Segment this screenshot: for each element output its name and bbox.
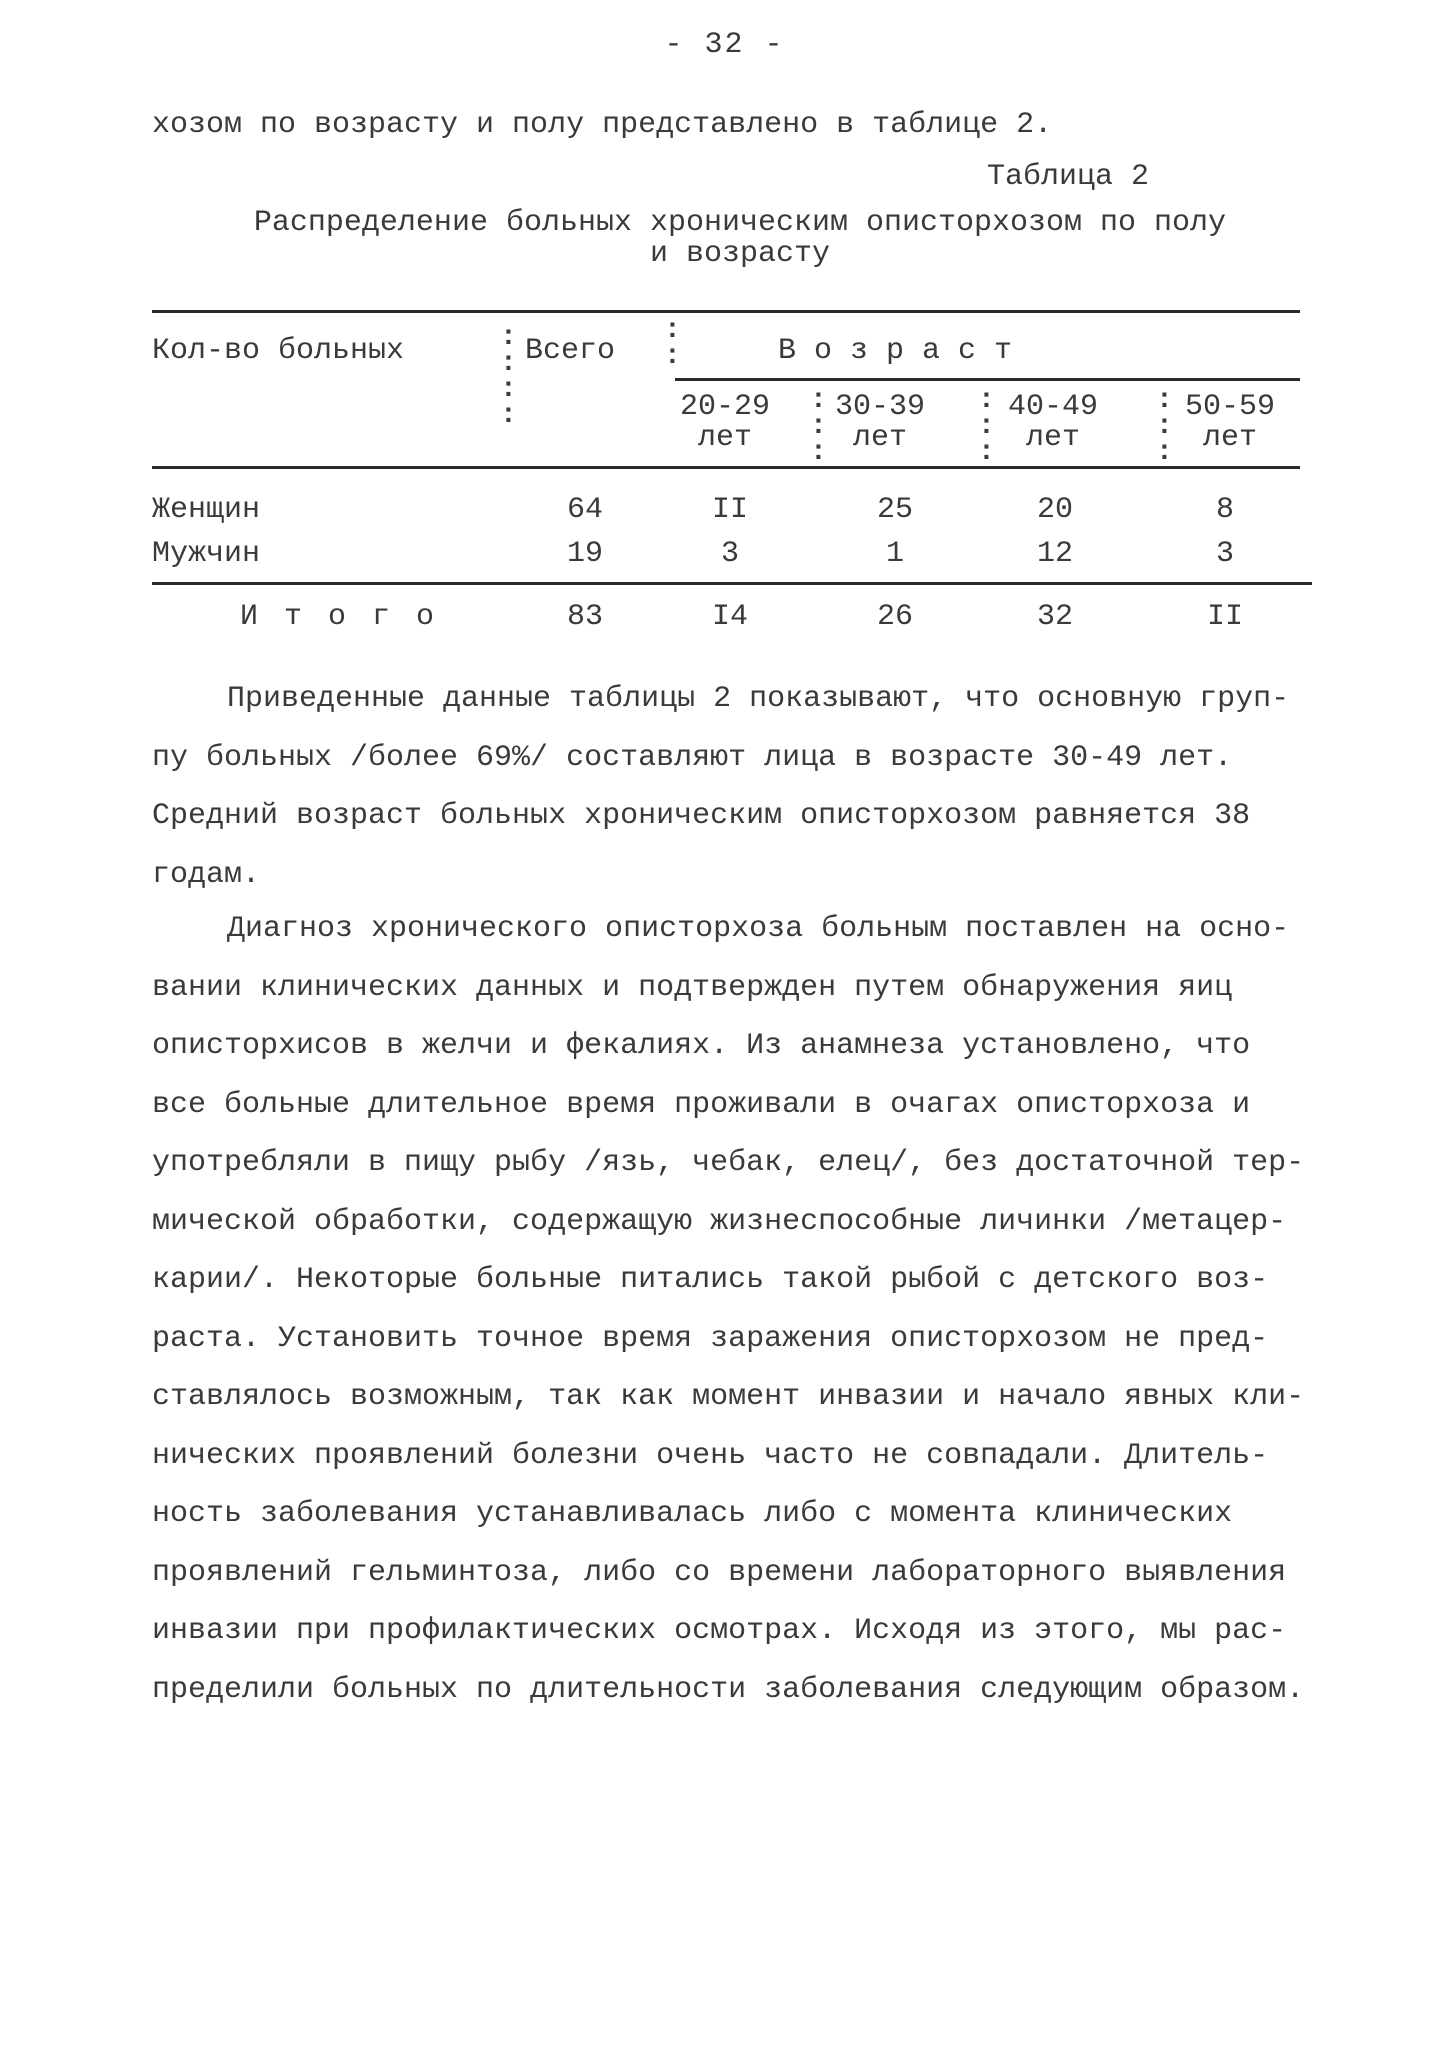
- totals-total: 83: [566, 600, 603, 634]
- age-band-50-59: [1170, 392, 1290, 454]
- table-caption: [150, 208, 1330, 270]
- row-value: II: [711, 493, 748, 527]
- paragraph-line: все больные длительное время проживали в очагах описторхоза и: [152, 1087, 1251, 1122]
- table-top-rule: [152, 310, 1300, 313]
- paragraph-line: проявлений гельминтоза, либо со времени лабораторного выявления: [152, 1555, 1287, 1590]
- header-bottom-rule: [152, 466, 1300, 469]
- age-band-unit: лет: [1202, 421, 1257, 455]
- header-age-group: В о з р а с т: [778, 334, 1013, 368]
- paragraph-line: вании клинических данных и подтвержден путем обнаружения яиц: [152, 970, 1233, 1005]
- row-label: Женщин: [152, 493, 261, 527]
- table-caption-line-2: и возрасту: [649, 237, 831, 271]
- table-caption-line-1: Распределение больных хроническим описторхозом по полу: [253, 206, 1227, 240]
- paragraph-line: ность заболевания устанавливалась либо с момента клинических: [152, 1497, 1233, 1531]
- totals-value: II: [1206, 600, 1243, 634]
- age-band-range: 30-39: [834, 390, 925, 424]
- row-value: 3: [1215, 537, 1234, 571]
- paragraph-diagnosis: [152, 900, 1312, 1719]
- totals-value: 26: [876, 600, 913, 634]
- row-value: 1: [885, 537, 904, 571]
- row-total: 64: [566, 493, 603, 527]
- age-band-range: 50-59: [1184, 390, 1275, 424]
- totals-rule: [152, 582, 1312, 585]
- age-band-40-49: [993, 392, 1113, 454]
- paragraph-line: раста. Установить точное время заражения описторхозом не пред-: [152, 1321, 1269, 1356]
- paragraph-line: ставлялось возможным, так как момент инвазии и начало явных кли-: [152, 1380, 1305, 1414]
- age-band-unit: лет: [852, 421, 907, 455]
- colon-separator: : :: [664, 315, 681, 372]
- paragraph-line: годам.: [152, 857, 261, 892]
- paragraph-line: карии/. Некоторые больные питались такой рыбой с детского воз-: [152, 1263, 1269, 1297]
- row-value: 3: [720, 537, 739, 571]
- totals-label: И т о г о: [240, 600, 439, 634]
- row-total: 19: [566, 537, 603, 571]
- age-band-30-39: [825, 392, 935, 454]
- paragraph-line: мической обработки, содержащую жизнеспособные личинки /метацер-: [152, 1204, 1287, 1239]
- age-band-unit: лет: [697, 421, 752, 455]
- paragraph-line: Средний возраст больных хроническим описторхозом равняется 38: [152, 799, 1251, 833]
- paragraph-line: Диагноз хронического описторхоза больным поставлен на осно-: [227, 912, 1290, 946]
- colon-separator: : : :: [810, 385, 827, 468]
- paragraph-line: описторхисов в желчи и фекалиях. Из анамнеза установлено, что: [152, 1029, 1251, 1063]
- row-value: 20: [1036, 493, 1073, 527]
- row-value: 8: [1215, 493, 1234, 527]
- paragraph-line: употребляли в пищу рыбу /язь, чебак, елец/, без достаточной тер-: [152, 1146, 1305, 1180]
- table-label: Таблица 2: [986, 160, 1149, 194]
- header-total: Всего: [525, 334, 616, 368]
- paragraph-line: инвазии при профилактических осмотрах. Исходя из этого, мы рас-: [152, 1614, 1287, 1648]
- row-value: 12: [1036, 537, 1073, 571]
- header-row-label: Кол-во больных: [152, 334, 405, 368]
- age-band-range: 40-49: [1007, 390, 1098, 424]
- colon-separator: : : :: [978, 385, 995, 468]
- colon-separator: : : : :: [500, 322, 517, 431]
- age-group-rule: [675, 378, 1300, 381]
- intro-line: хозом по возрасту и полу представлено в таблице 2.: [152, 108, 1053, 142]
- totals-value: I4: [711, 600, 748, 634]
- paragraph-line: пу больных /более 69%/ составляют лица в возрасте 30-49 лет.: [152, 740, 1233, 775]
- colon-separator: : : :: [1156, 385, 1173, 468]
- age-band-unit: лет: [1025, 421, 1080, 455]
- paragraph-line: Приведенные данные таблицы 2 показывают, что основную груп-: [227, 682, 1290, 716]
- age-band-20-29: [670, 392, 780, 454]
- row-label: Мужчин: [152, 537, 261, 571]
- paragraph-line: нических проявлений болезни очень часто не совпадали. Длитель-: [152, 1438, 1269, 1473]
- paragraph-line: пределили больных по длительности заболевания следующим образом.: [152, 1672, 1305, 1707]
- paragraph-summary: [152, 670, 1312, 904]
- row-value: 25: [876, 493, 913, 527]
- age-band-range: 20-29: [679, 390, 770, 424]
- totals-value: 32: [1036, 600, 1073, 634]
- page-number: - 32 -: [664, 28, 785, 62]
